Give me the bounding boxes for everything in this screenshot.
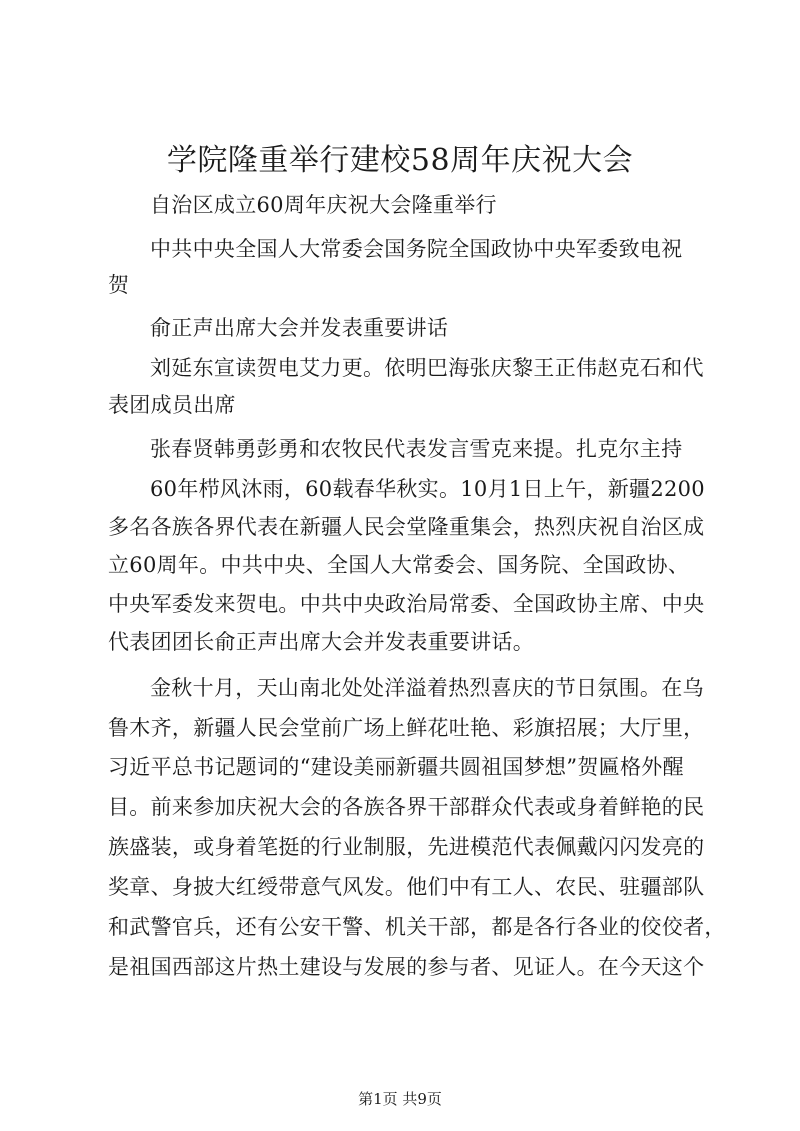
text-line: 表团成员出席 [108,393,236,417]
text-line: 多名各族各界代表在新疆人民会堂隆重集会，热烈庆祝自治区成 [108,515,705,539]
text-line: 金秋十月，天山南北处处洋溢着热烈喜庆的节日氛围。在乌 [150,676,704,700]
text-line: 自治区成立60周年庆祝大会隆重举行 [150,193,497,217]
text-line: 贺 [108,273,130,297]
text-line: 立60周年。中共中央、全国人大常委会、国务院、全国政协、 [108,553,690,577]
text-line: 习近平总书记题词的“建设美丽新疆共圆祖国梦想”贺匾格外醒 [108,755,684,779]
page-footer: 第1页 共9页 [358,1090,442,1108]
text-line: 刘延东宣读贺电艾力更。依明巴海张庆黎王正伟赵克石和代 [150,356,704,380]
text-line: 中央军委发来贺电。中共中央政治局常委、全国政协主席、中央 [108,592,705,616]
text-line: 鲁木齐，新疆人民会堂前广场上鲜花吐艳、彩旗招展；大厅里， [108,716,705,740]
text-line: 是祖国西部这片热土建设与发展的参与者、见证人。在今天这个 [108,955,705,979]
text-line: 代表团团长俞正声出席大会并发表重要讲话。 [108,630,534,654]
document-title: 学院隆重举行建校58周年庆祝大会 [166,143,634,178]
text-line: 族盛装，或身着笔挺的行业制服，先进模范代表佩戴闪闪发亮的 [108,835,705,859]
text-line: 目。前来参加庆祝大会的各族各界干部群众代表或身着鲜艳的民 [108,795,705,819]
text-line: 张春贤韩勇彭勇和农牧民代表发言雪克来提。扎克尔主持 [150,437,683,461]
text-line: 和武警官兵，还有公安干警、机关干部，都是各行各业的佼佼者， [108,915,726,939]
text-line: 奖章、身披大红绶带意气风发。他们中有工人、农民、驻疆部队 [108,875,705,899]
text-line: 俞正声出席大会并发表重要讲话 [150,316,449,340]
text-line: 60年栉风沐雨，60载春华秋实。10月1日上午，新疆2200 [150,477,705,501]
text-line: 中共中央全国人大常委会国务院全国政协中央军委致电祝 [150,237,683,261]
